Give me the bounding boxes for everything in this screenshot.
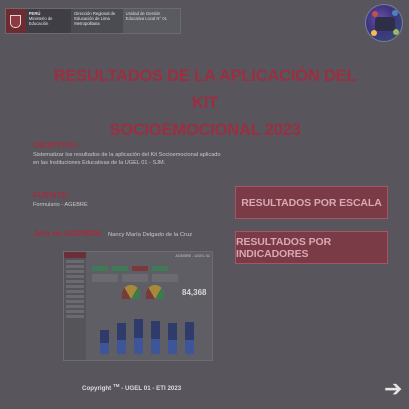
resultados-por-indicadores-button[interactable]: RESULTADOS POR INDICADORES: [235, 231, 388, 264]
page-title: [40, 63, 370, 144]
thumbnail-big-number: 84,368: [182, 288, 207, 297]
logo-minedu: [26, 9, 72, 33]
thumbnail-bar: [168, 323, 177, 354]
thumbnail-sidebar: [64, 252, 86, 360]
ugel01-emblem-logo: [365, 4, 403, 42]
gauge-icon: [146, 285, 164, 299]
copyright-suffix: - UGEL 01 - ETI 2023: [121, 385, 182, 393]
thumbnail-top-label: AGEBRE - UGEL 01: [175, 254, 210, 258]
thumbnail-bar: [151, 321, 160, 354]
fuente-text: Formulario - AGEBRE: [33, 202, 88, 208]
trademark-mark: TM: [112, 383, 120, 388]
logo-peru-text: PERÚ: [28, 11, 41, 16]
logo-ugel-text: Unidad de Gestión Educativa Local N° 01: [125, 11, 167, 21]
thumbnail-topbar: [88, 252, 212, 262]
thumbnail-bar: [134, 319, 143, 354]
objetivo-text: Sistematizar los resultados de la aplicación del Kit Socioemocional aplicado en las Instituciones Educativas de la UGEL 01 - SJM.: [33, 152, 221, 166]
resultados-por-escala-button[interactable]: RESULTADOS POR ESCALA: [235, 186, 388, 219]
title-line-2: SOCIOEMOCIONAL 2023: [109, 121, 301, 139]
logo-minedu-text: Ministerio de Educación: [28, 16, 53, 26]
arrow-right-icon[interactable]: ➔: [384, 376, 403, 401]
logo-drelm-text: Dirección Regional de Educación de Lima Metropolitana: [74, 11, 116, 26]
jefa-heading: Jefa de AGEBRE:: [33, 228, 104, 238]
thumbnail-bar: [117, 323, 126, 354]
objetivo-heading: OBJETIVO:: [33, 140, 79, 150]
title-line-1: RESULTADOS DE LA APLICACIÓN DEL KIT: [53, 67, 357, 112]
shield-icon: [10, 15, 21, 28]
gauge-icon: [122, 285, 140, 299]
logo-ugel: [123, 9, 180, 33]
thumbnail-bar: [100, 330, 109, 354]
copyright-text: [82, 383, 181, 392]
minedu-logo-strip: [5, 8, 181, 34]
jefa-line: [33, 223, 192, 241]
copyright-prefix: Copyright: [82, 385, 112, 393]
dashboard-preview-thumbnail: [63, 251, 213, 361]
logo-drelm: [71, 9, 122, 33]
fuente-heading: FUENTE:: [33, 190, 70, 200]
peru-shield-logo: [6, 9, 26, 33]
thumbnail-bar: [185, 322, 194, 354]
jefa-name: Nancy María Delgado de la Cruz: [108, 232, 193, 238]
